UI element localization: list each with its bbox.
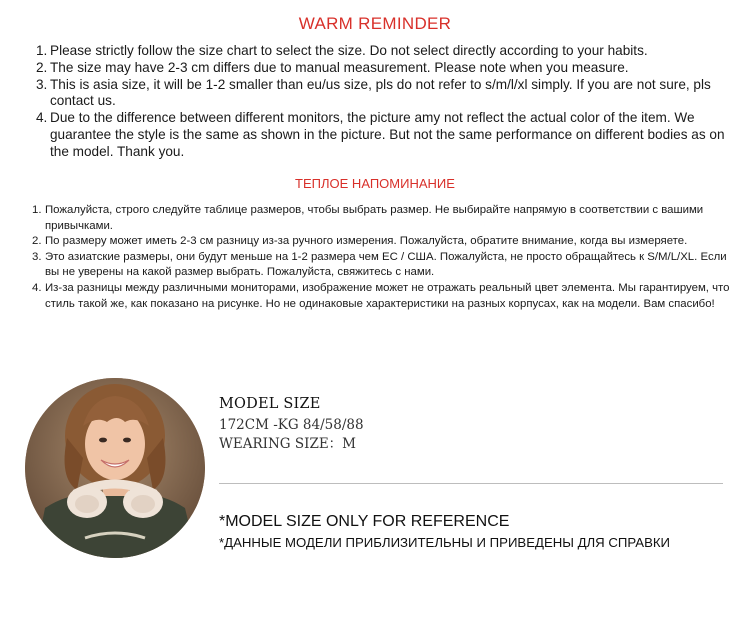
list-item: 3. This is asia size, it will be 1-2 smaller than eu/us size, pls do not refer to s/m/l/xl simply. If you are not sure, pls contact us.: [36, 76, 711, 109]
warm-reminder-title: WARM REMINDER: [298, 14, 452, 33]
warm-reminder-title-ru: ТЕПЛОЕ НАПОМИНАНИЕ: [295, 176, 455, 191]
model-size-heading: MODEL SIZE: [219, 396, 321, 412]
list-item: 2. The size may have 2-3 cm differs due to manual measurement. Please note when you measure.: [36, 59, 629, 75]
list-item: 1. Пожалуйста, строго следуйте таблице размеров, чтобы выбрать размер. Не выбирайте напрямую в соответствии с вашими привычками.: [32, 204, 704, 232]
list-item: 3. Это азиатские размеры, они будут меньше на 1-2 размера чем ЕС / США. Пожалуйста, не просто обращайтесь к S/M/L/XL. Если вы не уверены на какой размер выбрать. Пожалуйста, свяжитесь с нами.: [32, 250, 727, 279]
list-item: 1. Please strictly follow the size chart to select the size. Do not select directly according to your habits.: [36, 43, 648, 58]
list-item: 4. Due to the difference between different monitors, the picture amy not reflect the actual color of the item. We guarantee the style is the same as shown in the picture. But not the same performance on different bodies as on the model. Thank you.: [36, 110, 725, 159]
model-measurements: 172CM -KG 84/58/88: [219, 417, 364, 433]
model-photo: [25, 378, 205, 558]
reference-note-ru: *ДАННЫЕ МОДЕЛИ ПРИБЛИЗИТЕЛЬНЫ И ПРИВЕДЕНЫ ДЛЯ СПРАВКИ: [219, 535, 671, 550]
warm-reminder-list-ru: [32, 203, 732, 312]
reference-note-en: *MODEL SIZE ONLY FOR REFERENCE: [219, 513, 510, 530]
divider: [219, 483, 723, 484]
model-portrait-illustration: [25, 378, 205, 558]
model-wearing-size: WEARING SIZE：M: [219, 436, 357, 452]
list-item: 4. Из-за разницы между различными мониторами, изображение может не отражать реальный цвет элемента. Мы гарантируем, что стиль такой же, как показано на рисунке. Но не одинаковые характеристики на разных корпусах, как на модели. Вам спасибо!: [32, 281, 730, 310]
list-item: 2. По размеру может иметь 2-3 см разницу из-за ручного измерения. Пожалуйста, обратите внимание, когда вы измеряете.: [32, 235, 688, 248]
model-size-block: [219, 396, 364, 454]
warm-reminder-list: [36, 43, 726, 161]
